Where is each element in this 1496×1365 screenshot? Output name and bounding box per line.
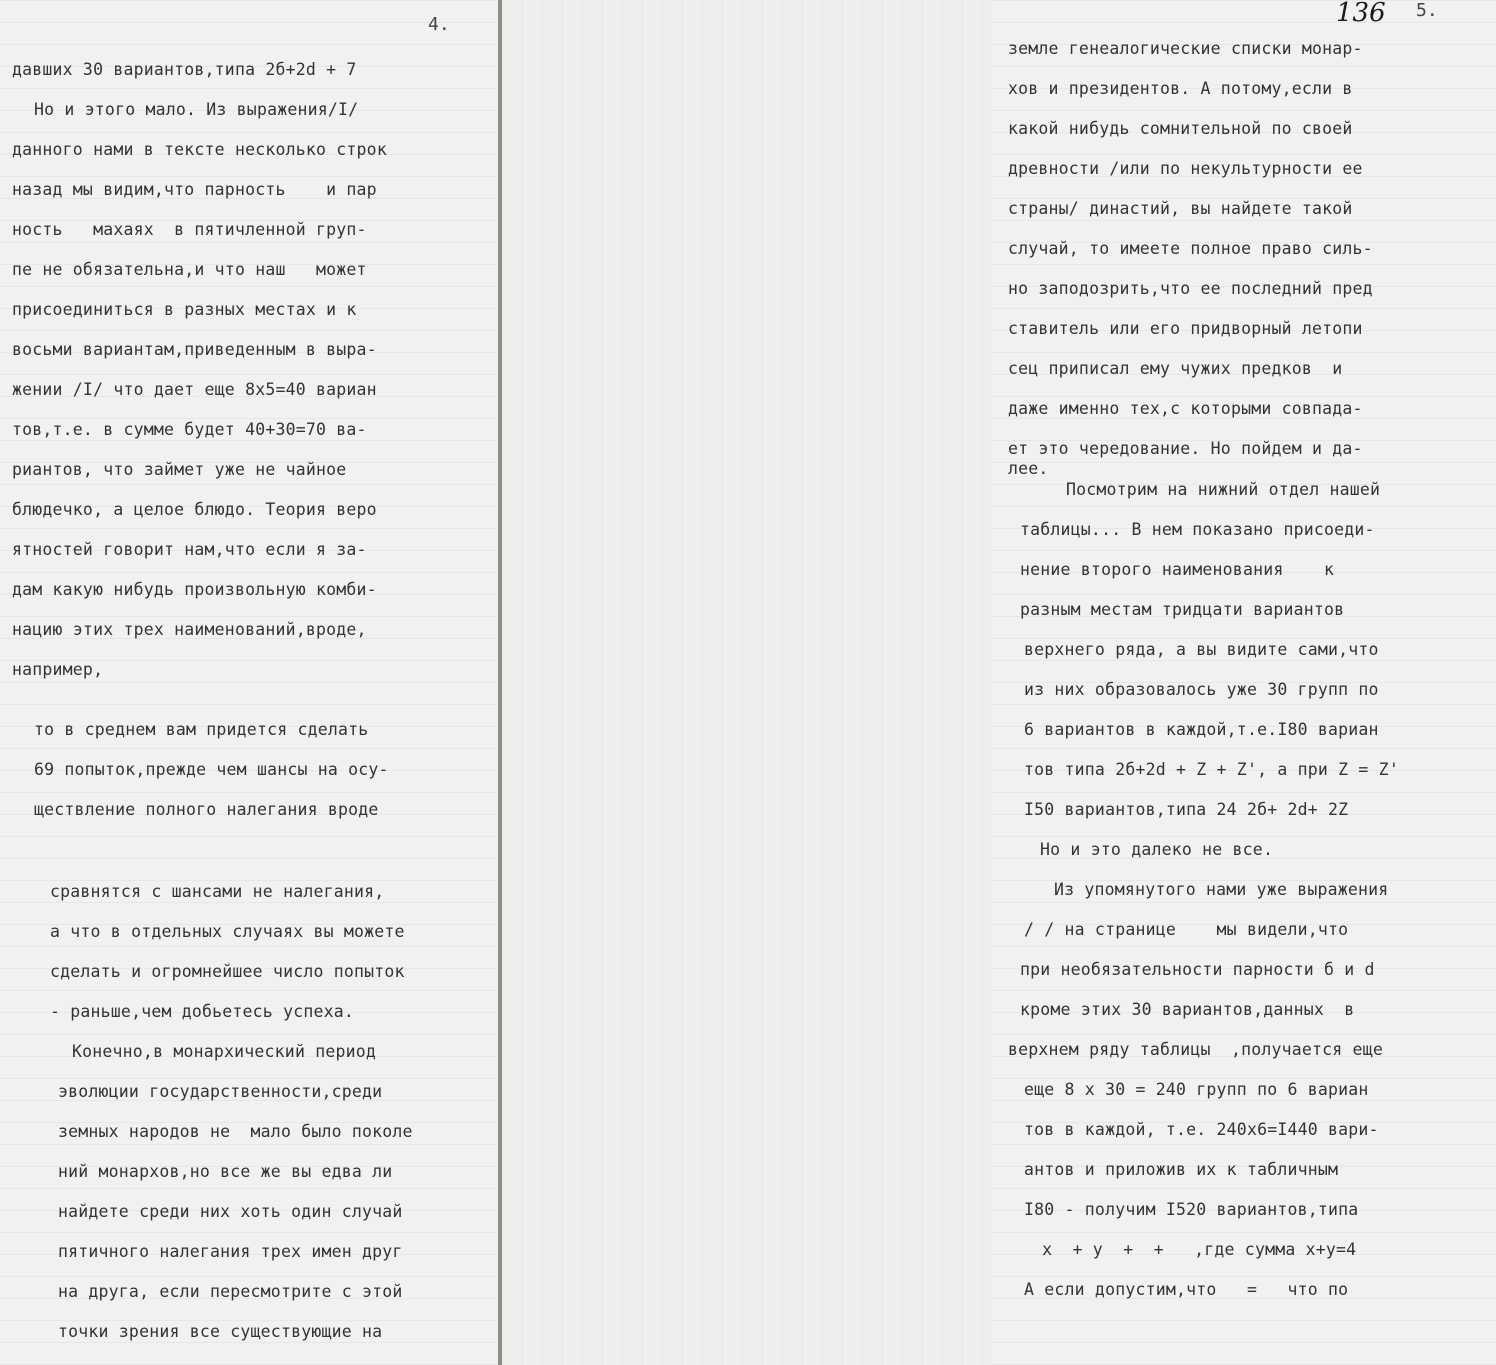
text-line: точки зрения все существующие на (58, 1322, 383, 1341)
blank-middle-page (502, 0, 992, 1365)
text-line: присоединиться в разных местах и к (12, 300, 357, 319)
text-line: какой нибудь сомнительной по своей (1008, 119, 1353, 138)
handwritten-page-number: 136 (1336, 0, 1386, 28)
text-line: на друга, если пересмотрите с этой (58, 1282, 403, 1301)
text-line: таблицы... В нем показано присоеди- (1020, 520, 1375, 539)
text-line: назад мы видим,что парность и пар (12, 180, 377, 199)
text-line: эволюции государственности,среди (58, 1082, 383, 1101)
text-line: а что в отдельных случаях вы можете (50, 922, 405, 941)
text-line: пе не обязательна,и что наш может (12, 260, 367, 279)
text-line: Но и это далеко не все. (1040, 840, 1274, 859)
text-line: даже именно тех,с которыми совпада- (1008, 399, 1363, 418)
right-page (992, 0, 1496, 1365)
text-line: найдете среди них хоть один случай (58, 1202, 403, 1221)
text-line: древности /или по некультурности ее (1008, 159, 1363, 178)
text-line: тов типа 2б+2d + Z + Z', а при Z = Z' (1024, 760, 1399, 779)
text-line: тов в каждой, т.е. 240х6=I440 вари- (1024, 1120, 1379, 1139)
text-line: ет это чередование. Но пойдем и да- (1008, 439, 1363, 458)
text-line: Посмотрим на нижний отдел нашей (1066, 480, 1381, 499)
left-page (0, 0, 498, 1365)
text-line: разным местам тридцати вариантов (1020, 600, 1345, 619)
text-line: риантов, что займет уже не чайное (12, 460, 347, 479)
text-line: то в среднем вам придется сделать (34, 720, 369, 739)
text-line: Из упомянутого нами уже выражения (1054, 880, 1389, 899)
text-line: нение второго наименования к (1020, 560, 1335, 579)
text-line: антов и приложив их к табличным (1024, 1160, 1339, 1179)
text-line: жении /I/ что дает еще 8х5=40 вариан (12, 380, 377, 399)
text-line: Но и этого мало. Из выражения/I/ (34, 100, 359, 119)
text-line: данного нами в тексте несколько строк (12, 140, 387, 159)
text-line: ществление полного налегания вроде (34, 800, 379, 819)
text-line: ятностей говорит нам,что если я за- (12, 540, 367, 559)
text-line: давших 30 вариантов,типа 2б+2d + 7 (12, 60, 357, 79)
text-line: хов и президентов. А потому,если в (1008, 79, 1353, 98)
text-line: из них образовалось уже 30 групп по (1024, 680, 1379, 699)
text-line: при необязательности парности б и d (1020, 960, 1375, 979)
text-line: например, (12, 660, 104, 679)
text-line: - раньше,чем добьетесь успеха. (50, 1002, 355, 1021)
text-line: случай, то имеете полное право силь- (1008, 239, 1373, 258)
text-line: страны/ династий, вы найдете такой (1008, 199, 1353, 218)
text-line: тов,т.е. в сумме будет 40+30=70 ва- (12, 420, 367, 439)
text-line: восьми вариантам,приведенным в выра- (12, 340, 377, 359)
text-line: но заподозрить,что ее последний пред (1008, 279, 1373, 298)
text-line: Конечно,в монархический период (72, 1042, 377, 1061)
text-line: еще 8 х 30 = 240 групп по 6 вариан (1024, 1080, 1369, 1099)
text-line: А если допустим,что = что по (1024, 1280, 1349, 1299)
text-line: верхнем ряду таблицы ,получается еще (1008, 1040, 1383, 1059)
left-page-number: 4. (428, 14, 450, 35)
text-line: пятичного налегания трех имен друг (58, 1242, 403, 1261)
text-line: сравнятся с шансами не налегания, (50, 882, 385, 901)
text-line: ний монархов,но все же вы едва ли (58, 1162, 393, 1181)
text-line: земных народов не мало было поколе (58, 1122, 413, 1141)
text-line: блюдечко, а целое блюдо. Теория веро (12, 500, 377, 519)
text-line: сделать и огромнейшее число попыток (50, 962, 405, 981)
text-line: земле генеалогические списки монар- (1008, 39, 1363, 58)
text-line: дам какую нибудь произвольную комби- (12, 580, 377, 599)
text-line: х + у + + ,где сумма х+у=4 (1032, 1240, 1357, 1259)
text-line: верхнего ряда, а вы видите сами,что (1024, 640, 1379, 659)
text-line: I80 - получим I520 вариантов,типа (1024, 1200, 1359, 1219)
text-line: / / на странице мы видели,что (1024, 920, 1349, 939)
text-line: лее. (1008, 459, 1049, 478)
right-page-number: 5. (1416, 0, 1438, 21)
text-line: нацию этих трех наименований,вроде, (12, 620, 367, 639)
text-line: I50 вариантов,типа 24 2б+ 2d+ 2Z (1024, 800, 1349, 819)
text-line: 6 вариантов в каждой,т.е.I80 вариан (1024, 720, 1379, 739)
text-line: сец приписал ему чужих предков и (1008, 359, 1343, 378)
text-line: кроме этих 30 вариантов,данных в (1020, 1000, 1355, 1019)
text-line: ность махаях в пятичленной груп- (12, 220, 367, 239)
text-line: ставитель или его придворный летопи (1008, 319, 1363, 338)
text-line: 69 попыток,прежде чем шансы на осу- (34, 760, 389, 779)
